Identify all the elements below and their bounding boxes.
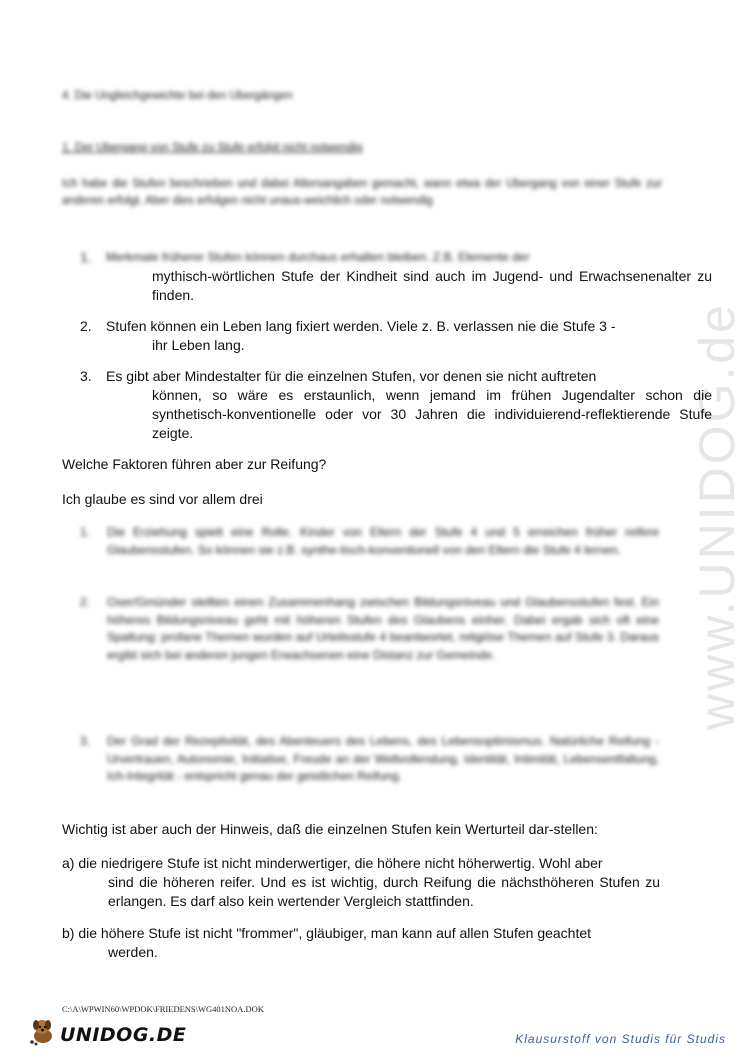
- list-item-text: mythisch-wörtlichen Stufe der Kindheit sind auch im Jugend- und Erwachsenenalter zu finden.: [152, 268, 712, 303]
- question-paragraph: Welche Faktoren führen aber zur Reifung?: [62, 456, 327, 472]
- logo-text: UNIDOG.DE: [60, 1024, 187, 1046]
- unidog-logo: [28, 1016, 186, 1046]
- list-item-number: 3.: [80, 734, 91, 748]
- list-item-text: können, so wäre es erstaunlich, wenn jemand im frühen Jugendalter schon die synthetisch-konventionelle oder vor 30 Jahren die individuierend-reflektierende Stufe zeigte.: [152, 387, 712, 441]
- section-heading: 4. Die Ungleichgewichte bei den Übergängen: [62, 90, 293, 102]
- list-item-text: ihr Leben lang.: [152, 337, 245, 353]
- answer-paragraph: Ich glaube es sind vor allem drei: [62, 491, 263, 507]
- list-item-text: Oser/Gmünder stellten einen Zusammenhang zwischen Bildungsniveau und Glaubensstufen fest. Ein höheres Bildungsniveau geht mit höheren Stufen des Glaubens einher. Dabei ergab sich oft eine Spaltung: profane Themen wurden auf Urteilsstufe 4 beantwortet, religiöse Themen auf Stufe 3. Daraus ergibt sich bei anderen jungen Erwachsenen eine Distanz zur Gemeinde.: [107, 595, 659, 662]
- subsection-heading: 1. Der Übergang von Stufe zu Stufe erfolgt nicht notwendig: [62, 142, 363, 154]
- list-item-number: 2.: [80, 318, 92, 334]
- intro-paragraph: Ich habe die Stufen beschrieben und dabei Altersangaben gemacht, wann etwa der Übergang von einer Stufe zur anderen erfolgt. Aber dies erfolgen nicht unaus-weichlich oder notwendig: [62, 178, 662, 207]
- footer-tagline: Klausurstoff von Studis für Studis: [515, 1032, 726, 1046]
- list-item: [80, 317, 712, 355]
- list-item-text: Der Grad der Rezeptivität, des Abenteuers des Lebens, des Lebensoptimismus. Natürliche Reifung - Urvertrauen, Autonomie, Initiative, Freude an der Weltvollendung, Identität, Intimität, Lebensentfaltung, Ich-Integrität - entspricht genau der geistlichen Reifung.: [107, 734, 659, 783]
- list-item-first-line: Merkmale früherer Stufen können durchaus erhalten bleiben. Z.B. Elemente der: [106, 250, 530, 264]
- dog-icon: [28, 1016, 58, 1046]
- claim-item: [62, 854, 660, 911]
- list-item-number: 3.: [80, 368, 92, 384]
- claim-first-line: a) die niedrigere Stufe ist nicht minderwertiger, die höhere nicht höherwertig. Wohl aber: [62, 855, 603, 871]
- list-item-text: Die Erziehung spielt eine Rolle. Kinder von Eltern der Stufe 4 und 5 erreichen früher reifere Glaubensstufen. So können sie z.B. synthe-tisch-konventionell von den Eltern die Stufe 4 lernen.: [107, 525, 659, 557]
- list-item-number: 2.: [80, 595, 91, 609]
- list-item: [80, 594, 659, 664]
- claim-first-line: b) die höhere Stufe ist nicht "frommer", gläubiger, man kann auf allen Stufen geachtet: [62, 925, 592, 941]
- claim-item: [62, 924, 660, 962]
- file-path: C:\A\WPWIN60\WPDOK\FRIEDENS\WG401NOA.DOK: [62, 1004, 264, 1014]
- note-paragraph: Wichtig ist aber auch der Hinweis, daß die einzelnen Stufen kein Werturteil dar-stellen:: [62, 821, 598, 837]
- list-item: [80, 524, 659, 559]
- list-item: [80, 248, 712, 305]
- list-item: [80, 367, 712, 443]
- claim-text: sind die höheren reifer. Und es ist wichtig, durch Reifung die nächsthöheren Stufen zu erlangen. Es darf also kein wertender Vergleich stattfinden.: [108, 874, 660, 909]
- claim-text: werden.: [108, 944, 158, 960]
- list-item-first-line: Stufen können ein Leben lang fixiert werden. Viele z. B. verlassen nie die Stufe 3 -: [106, 318, 616, 334]
- list-item-number: 1.: [80, 249, 92, 265]
- list-item-number: 1.: [80, 525, 91, 539]
- watermark: www.UNIDOG.de: [689, 302, 745, 730]
- list-item: [80, 733, 659, 786]
- list-item-first-line: Es gibt aber Mindestalter für die einzelnen Stufen, vor denen sie nicht auftreten: [106, 368, 597, 384]
